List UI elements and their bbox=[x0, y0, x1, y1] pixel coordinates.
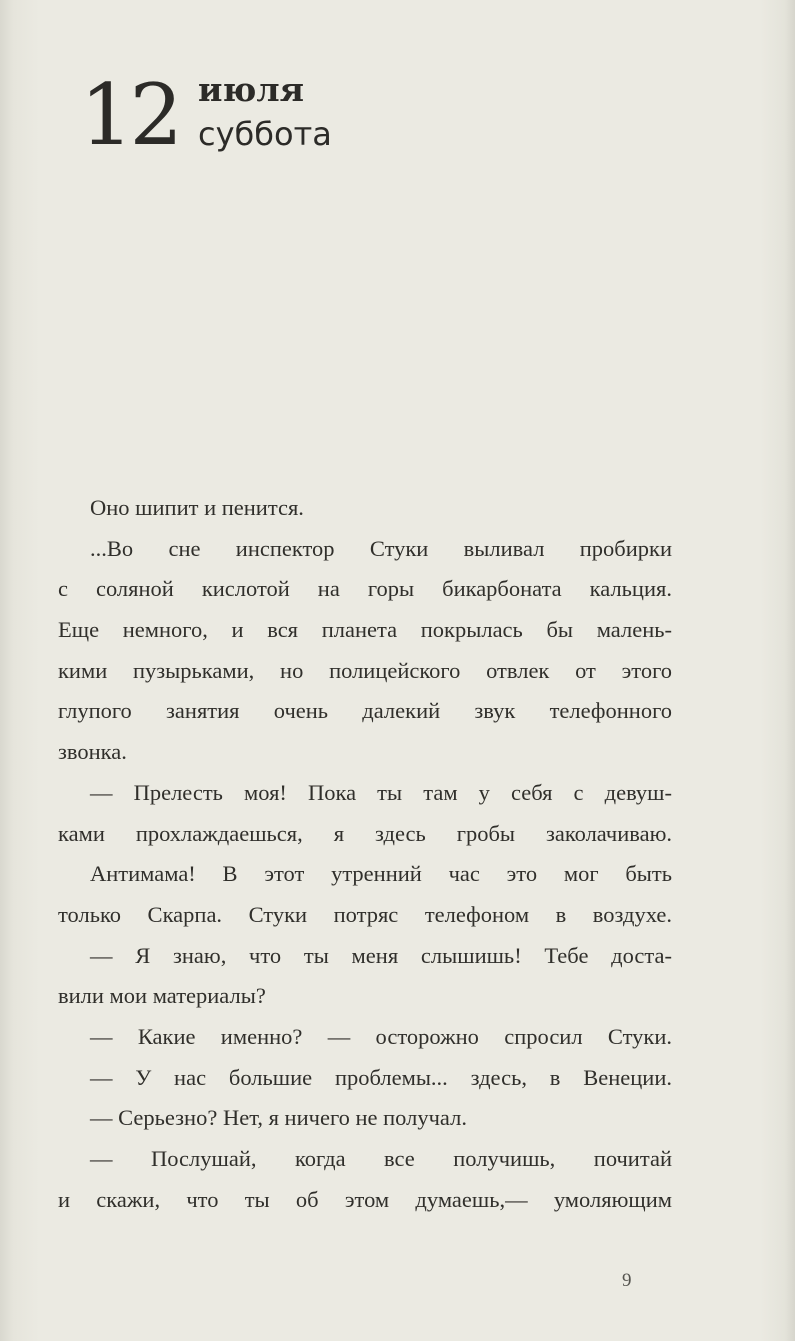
text-line: — Прелесть моя! Пока ты там у себя с девуш- bbox=[90, 779, 672, 805]
text-line: ...Во сне инспектор Стуки выливал пробирки bbox=[90, 535, 672, 561]
text-line: Антимама! В этот утренний час это мог быть bbox=[90, 861, 672, 887]
body-text bbox=[58, 488, 672, 1220]
text-line: Оно шипит и пенится. bbox=[90, 495, 304, 520]
text-line: с соляной кислотой на горы бикарбоната кальция. bbox=[58, 576, 672, 602]
text-line: звонка. bbox=[58, 739, 127, 765]
text-line: и скажи, что ты об этом думаешь,— умоляющим bbox=[58, 1186, 672, 1212]
text-line: вили мои материалы? bbox=[58, 983, 266, 1009]
text-line: — Серьезно? Нет, я ничего не получал. bbox=[90, 1105, 467, 1131]
day-number: 12 bbox=[80, 66, 179, 164]
text-line: — Какие именно? — осторожно спросил Стуки. bbox=[90, 1023, 672, 1049]
weekday-name: суббота bbox=[198, 115, 332, 153]
text-line: кими пузырьками, но полицейского отвлек от этого bbox=[58, 657, 672, 683]
text-line: ками прохлаждаешься, я здесь гробы заколачиваю. bbox=[58, 820, 672, 846]
page-number: 9 bbox=[622, 1270, 632, 1291]
text-line: — Послушай, когда все получишь, почитай bbox=[90, 1146, 672, 1171]
text-line: — У нас большие проблемы... здесь, в Венеции. bbox=[90, 1064, 672, 1090]
text-line: только Скарпа. Стуки потряс телефоном в воздухе. bbox=[58, 901, 672, 927]
text-line: Еще немного, и вся планета покрылась бы малень- bbox=[58, 617, 672, 643]
month-name: июля bbox=[198, 70, 304, 109]
text-line: глупого занятия очень далекий звук телефонного bbox=[58, 698, 672, 724]
text-line: — Я знаю, что ты меня слышишь! Тебе доста- bbox=[90, 942, 672, 968]
